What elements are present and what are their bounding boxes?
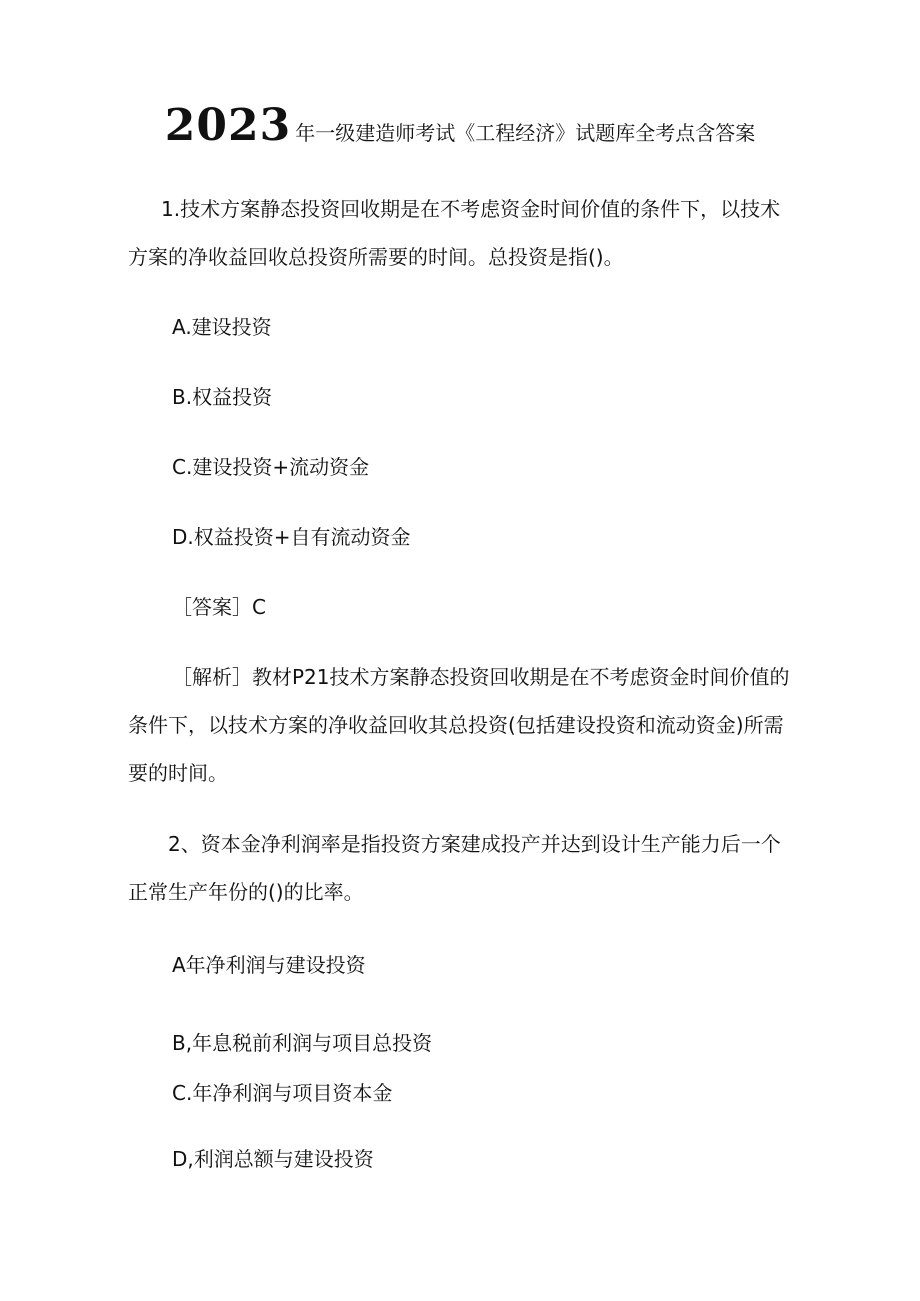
question-1-option-a: A.建设投资 [172, 315, 272, 339]
question-1-stem: 1.技术方案静态投资回收期是在不考虑资金时间价值的条件下，以技术方案的净收益回收总投资所需要的时间。总投资是指()。 [128, 197, 781, 269]
question-1-explanation: ［解析］教材P21技术方案静态投资回收期是在不考虑资金时间价值的条件下，以技术方案的净收益回收其总投资(包括建设投资和流动资金)所需要的时间。 [128, 665, 790, 785]
question-2-option-a: A年净利润与建设投资 [172, 953, 366, 977]
question-2-option-d: D,利润总额与建设投资 [172, 1147, 374, 1171]
question-2-option-c: C.年净利润与项目资本金 [172, 1081, 393, 1105]
question-1-option-d: D.权益投资+自有流动资金 [172, 525, 411, 549]
question-1-answer: ［答案］C [172, 595, 266, 619]
question-1-option-c: C.建设投资+流动资金 [172, 455, 370, 479]
document-title [0, 100, 920, 151]
title-text: 年一级建造师考试《工程经济》试题库全考点含答案 [295, 121, 756, 145]
title-year: 2023 [164, 100, 292, 151]
question-1-option-b: B.权益投资 [172, 385, 273, 409]
question-2-stem: 2、资本金净利润率是指投资方案建成投产并达到设计生产能力后一个正常生产年份的()的比率。 [128, 832, 781, 904]
question-2-option-b: B,年息税前利润与项目总投资 [172, 1031, 433, 1055]
